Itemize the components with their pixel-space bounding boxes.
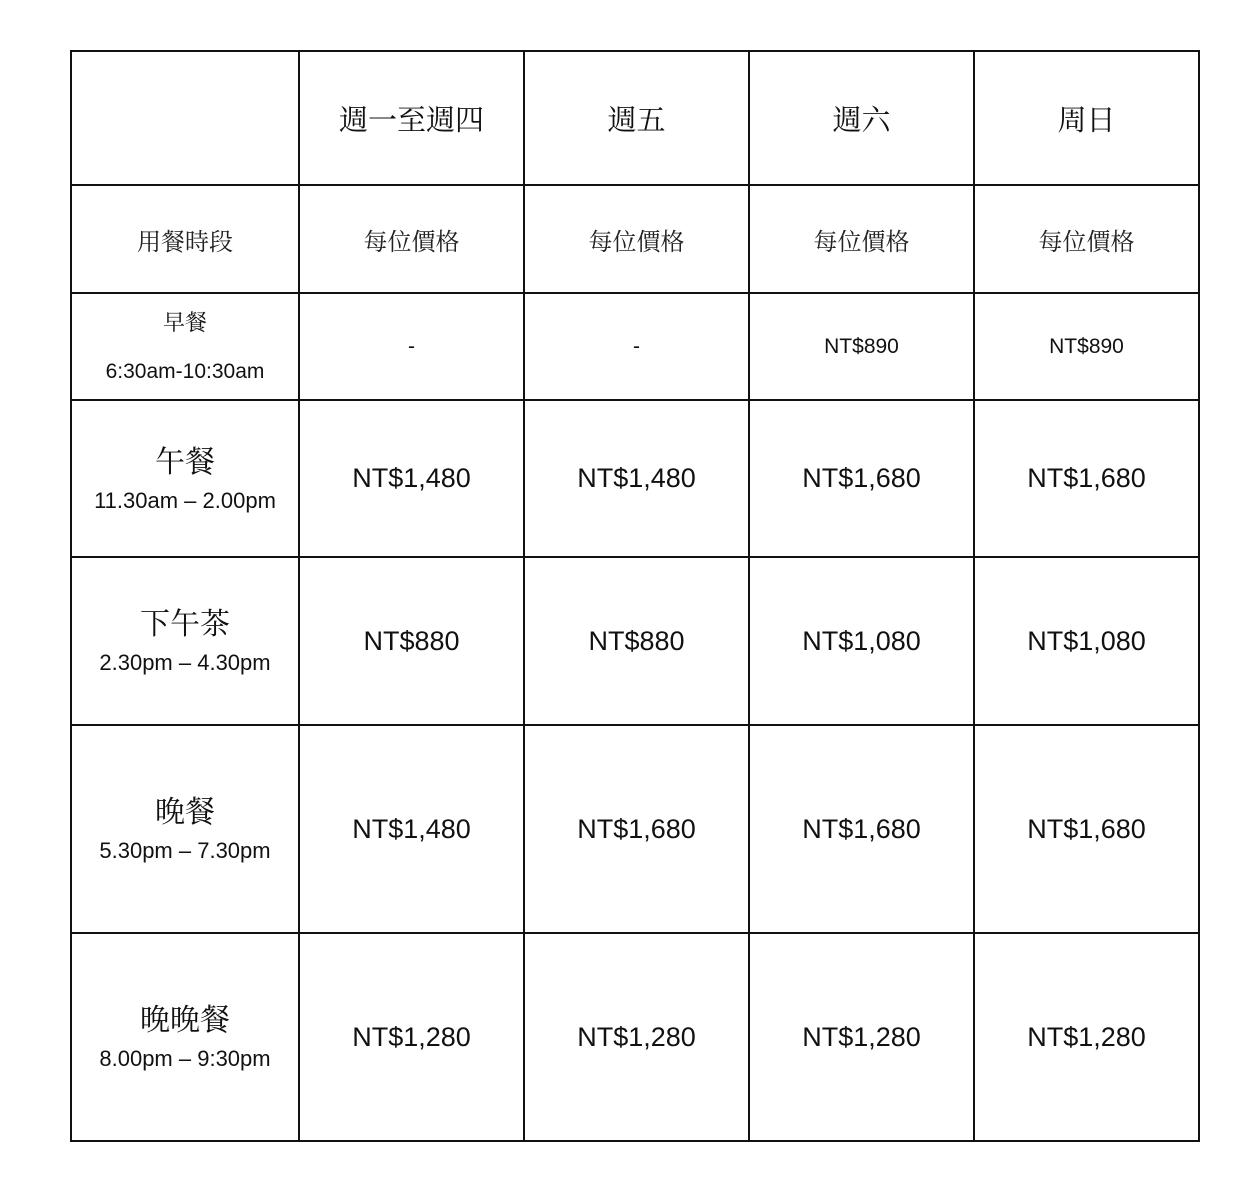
day-header-sat: 週六 bbox=[749, 51, 974, 185]
price-cell: NT$1,080 bbox=[749, 557, 974, 725]
corner-cell bbox=[71, 51, 299, 185]
price-table bbox=[70, 50, 1200, 1142]
price-cell: NT$1,080 bbox=[974, 557, 1199, 725]
period-header: 用餐時段 bbox=[71, 185, 299, 293]
price-header: 每位價格 bbox=[299, 185, 524, 293]
price-cell: NT$1,280 bbox=[974, 933, 1199, 1141]
sub-header-row bbox=[71, 185, 1199, 293]
table-row-dinner bbox=[71, 725, 1199, 933]
price-cell: NT$1,480 bbox=[299, 725, 524, 933]
price-cell: NT$890 bbox=[749, 293, 974, 400]
price-cell: NT$1,480 bbox=[524, 400, 749, 557]
day-header-mon-thu: 週一至週四 bbox=[299, 51, 524, 185]
price-header: 每位價格 bbox=[974, 185, 1199, 293]
price-cell: NT$1,680 bbox=[974, 725, 1199, 933]
meal-time: 6:30am-10:30am bbox=[105, 359, 265, 383]
period-cell bbox=[71, 933, 299, 1141]
period-cell bbox=[71, 293, 299, 400]
price-cell: - bbox=[299, 293, 524, 400]
price-cell: NT$880 bbox=[524, 557, 749, 725]
table-row-late-dinner bbox=[71, 933, 1199, 1141]
day-header-fri: 週五 bbox=[524, 51, 749, 185]
meal-name: 早餐 bbox=[162, 310, 207, 336]
table-row-afternoon-tea bbox=[71, 557, 1199, 725]
price-cell: NT$1,680 bbox=[974, 400, 1199, 557]
day-header-sun: 周日 bbox=[974, 51, 1199, 185]
price-header: 每位價格 bbox=[524, 185, 749, 293]
meal-time: 5.30pm – 7.30pm bbox=[99, 838, 271, 863]
day-header-row bbox=[71, 51, 1199, 185]
meal-name: 午餐 bbox=[155, 444, 215, 480]
meal-name: 下午茶 bbox=[140, 607, 230, 642]
period-cell bbox=[71, 725, 299, 933]
price-cell: NT$1,280 bbox=[524, 933, 749, 1141]
meal-time: 8.00pm – 9:30pm bbox=[99, 1046, 271, 1071]
table-row-breakfast bbox=[71, 293, 1199, 400]
price-cell: NT$1,680 bbox=[524, 725, 749, 933]
price-header: 每位價格 bbox=[749, 185, 974, 293]
price-cell: NT$890 bbox=[974, 293, 1199, 400]
price-cell: NT$1,280 bbox=[299, 933, 524, 1141]
price-cell: NT$1,480 bbox=[299, 400, 524, 557]
price-cell: - bbox=[524, 293, 749, 400]
price-cell: NT$1,280 bbox=[749, 933, 974, 1141]
meal-time: 2.30pm – 4.30pm bbox=[99, 650, 271, 675]
period-cell bbox=[71, 557, 299, 725]
price-cell: NT$880 bbox=[299, 557, 524, 725]
meal-name: 晚晚餐 bbox=[140, 1003, 230, 1038]
price-cell: NT$1,680 bbox=[749, 725, 974, 933]
price-cell: NT$1,680 bbox=[749, 400, 974, 557]
period-cell bbox=[71, 400, 299, 557]
table-row-lunch bbox=[71, 400, 1199, 557]
meal-name: 晚餐 bbox=[155, 795, 215, 830]
meal-time: 11.30am – 2.00pm bbox=[94, 487, 276, 513]
